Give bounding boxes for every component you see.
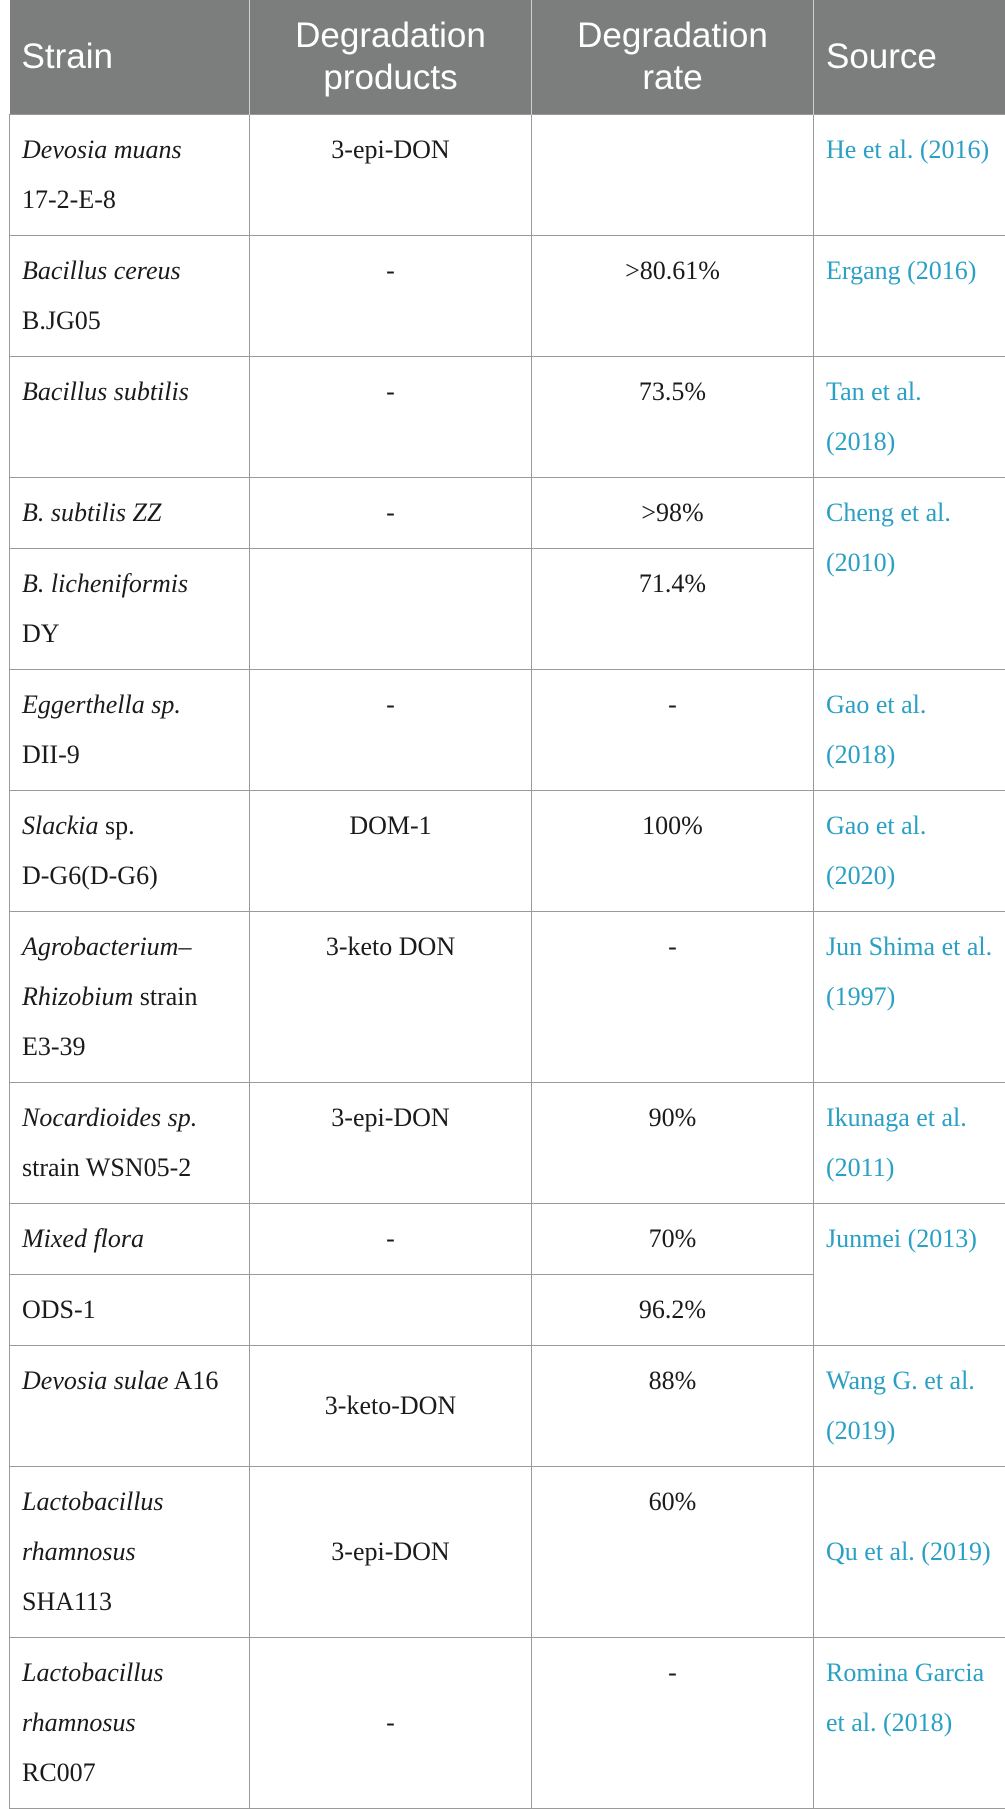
rate-cell: - bbox=[532, 670, 814, 791]
strain-cell bbox=[10, 791, 250, 912]
source-link[interactable]: Qu et al. (2019) bbox=[814, 1467, 1005, 1638]
header-source: Source bbox=[814, 0, 1005, 115]
rate-cell: 96.2% bbox=[532, 1275, 814, 1346]
rate-cell: 88% bbox=[532, 1346, 814, 1467]
strain-name: Nocardioides sp. bbox=[22, 1103, 197, 1132]
products-cell: 3-epi-DON bbox=[250, 1467, 532, 1638]
source-link[interactable]: Gao et al. (2020) bbox=[814, 791, 1005, 912]
products-cell: - bbox=[250, 1638, 532, 1809]
rate-cell: 71.4% bbox=[532, 549, 814, 670]
source-link[interactable]: Cheng et al. (2010) bbox=[814, 478, 1005, 670]
rate-cell: 60% bbox=[532, 1467, 814, 1638]
table-row bbox=[10, 1083, 1005, 1204]
products-cell: - bbox=[250, 670, 532, 791]
strain-name: Devosia muans bbox=[22, 135, 182, 164]
strain-code: E3-39 bbox=[22, 1032, 86, 1061]
rate-cell: 90% bbox=[532, 1083, 814, 1204]
products-cell bbox=[250, 1275, 532, 1346]
rate-cell: 70% bbox=[532, 1204, 814, 1275]
strain-suffix: sp. bbox=[99, 811, 135, 840]
strain-suffix: A16 bbox=[169, 1366, 219, 1395]
table-row bbox=[10, 1346, 1005, 1467]
strain-code: DY bbox=[22, 619, 60, 648]
strain-name: Devosia sulae bbox=[22, 1366, 169, 1395]
strain-name: Mixed flora bbox=[22, 1224, 144, 1253]
source-link[interactable]: He et al. (2016) bbox=[814, 115, 1005, 236]
strain-name: Lactobacillus rhamnosus bbox=[22, 1487, 164, 1566]
rate-cell: >98% bbox=[532, 478, 814, 549]
products-cell: - bbox=[250, 236, 532, 357]
strain-cell bbox=[10, 1638, 250, 1809]
source-link[interactable]: Gao et al. (2018) bbox=[814, 670, 1005, 791]
strain-name: Eggerthella sp. bbox=[22, 690, 181, 719]
products-cell: - bbox=[250, 357, 532, 478]
strain-cell bbox=[10, 549, 250, 670]
strain-cell bbox=[10, 357, 250, 478]
strain-cell bbox=[10, 1083, 250, 1204]
source-link[interactable]: Ergang (2016) bbox=[814, 236, 1005, 357]
strain-name: Lactobacillus rhamnosus bbox=[22, 1658, 164, 1737]
table-row bbox=[10, 478, 1005, 549]
strain-cell bbox=[10, 478, 250, 549]
strain-cell bbox=[10, 1275, 250, 1346]
table-row bbox=[10, 115, 1005, 236]
strain-name: B. subtilis ZZ bbox=[22, 498, 161, 527]
products-cell: DOM-1 bbox=[250, 791, 532, 912]
strain-name: B. licheniformis bbox=[22, 569, 188, 598]
strain-cell bbox=[10, 236, 250, 357]
strain-code: RC007 bbox=[22, 1758, 96, 1787]
strain-cell bbox=[10, 115, 250, 236]
source-link[interactable]: Jun Shima et al. (1997) bbox=[814, 912, 1005, 1083]
strain-name: Agrobacterium– bbox=[22, 932, 191, 961]
table-row bbox=[10, 1204, 1005, 1275]
table-row bbox=[10, 1467, 1005, 1638]
header-degradation-rate: Degradation rate bbox=[532, 0, 814, 115]
rate-cell bbox=[532, 115, 814, 236]
source-link[interactable]: Romina Garcia et al. (2018) bbox=[814, 1638, 1005, 1809]
strain-code: SHA113 bbox=[22, 1587, 112, 1616]
source-link[interactable]: Wang G. et al. (2019) bbox=[814, 1346, 1005, 1467]
header-row bbox=[10, 0, 1005, 115]
table-row bbox=[10, 791, 1005, 912]
table-row bbox=[10, 1638, 1005, 1809]
products-cell: - bbox=[250, 1204, 532, 1275]
products-cell: 3-keto-DON bbox=[250, 1346, 532, 1467]
strain-code: 17-2-E-8 bbox=[22, 185, 116, 214]
table-row bbox=[10, 236, 1005, 357]
rate-cell: 73.5% bbox=[532, 357, 814, 478]
strain-name: Bacillus cereus bbox=[22, 256, 181, 285]
source-link[interactable]: Tan et al. (2018) bbox=[814, 357, 1005, 478]
strain-name: Bacillus subtilis bbox=[22, 377, 189, 406]
strain-code: D-G6(D-G6) bbox=[22, 861, 158, 890]
strain-cell bbox=[10, 1204, 250, 1275]
header-strain: Strain bbox=[10, 0, 250, 115]
table-row bbox=[10, 912, 1005, 1083]
products-cell bbox=[250, 549, 532, 670]
source-link[interactable]: Junmei (2013) bbox=[814, 1204, 1005, 1346]
products-cell: 3-epi-DON bbox=[250, 115, 532, 236]
strain-cell bbox=[10, 912, 250, 1083]
strain-cell bbox=[10, 1346, 250, 1467]
strain-name: ODS-1 bbox=[22, 1295, 96, 1324]
strain-name-line2: Rhizobium bbox=[22, 982, 133, 1011]
degradation-table bbox=[9, 0, 1005, 1809]
strain-cell bbox=[10, 670, 250, 791]
rate-cell: >80.61% bbox=[532, 236, 814, 357]
products-cell: 3-epi-DON bbox=[250, 1083, 532, 1204]
strain-suffix: strain bbox=[133, 982, 197, 1011]
table-row bbox=[10, 670, 1005, 791]
strain-cell bbox=[10, 1467, 250, 1638]
strain-code: strain WSN05-2 bbox=[22, 1153, 191, 1182]
strain-code: DII-9 bbox=[22, 740, 80, 769]
rate-cell: - bbox=[532, 912, 814, 1083]
rate-cell: - bbox=[532, 1638, 814, 1809]
products-cell: - bbox=[250, 478, 532, 549]
products-cell: 3-keto DON bbox=[250, 912, 532, 1083]
source-link[interactable]: Ikunaga et al. (2011) bbox=[814, 1083, 1005, 1204]
strain-name: Slackia bbox=[22, 811, 99, 840]
header-degradation-products: Degradation products bbox=[250, 0, 532, 115]
rate-cell: 100% bbox=[532, 791, 814, 912]
table-row bbox=[10, 357, 1005, 478]
strain-code: B.JG05 bbox=[22, 306, 101, 335]
